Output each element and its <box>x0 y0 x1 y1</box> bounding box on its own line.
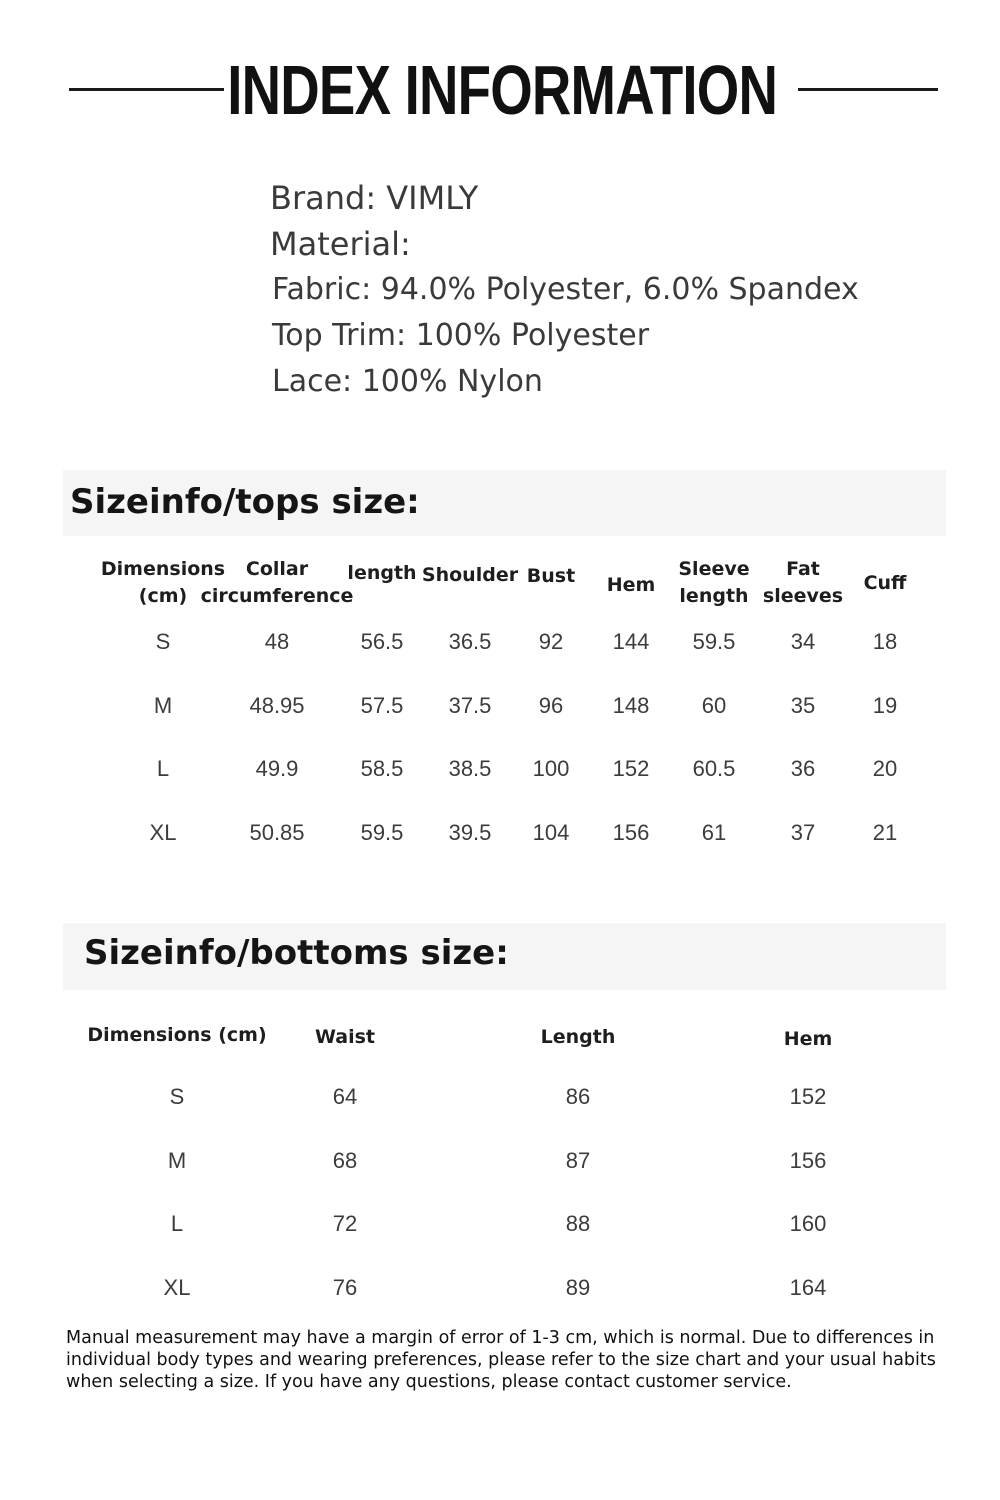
table-cell: 89 <box>565 1275 591 1301</box>
material-line: Material: <box>270 225 411 263</box>
table-cell: 100 <box>532 756 570 782</box>
lace-line: Lace: 100% Nylon <box>272 364 543 399</box>
table-cell: 48.95 <box>249 692 305 718</box>
table-cell: 36.5 <box>448 629 492 654</box>
size-label-cell: XL <box>163 1275 191 1301</box>
table-cell: 87 <box>565 1147 591 1173</box>
table-cell: 19 <box>872 692 898 718</box>
table-cell: 92 <box>538 629 564 654</box>
column-header: Hem <box>783 1028 833 1050</box>
table-cell: 50.85 <box>249 820 305 846</box>
table-cell: 20 <box>872 756 898 782</box>
table-cell: 37.5 <box>448 692 492 718</box>
column-header: Waist <box>314 1026 376 1048</box>
table-cell: 35 <box>790 692 816 718</box>
column-header: Dimensions (cm) <box>87 1024 267 1046</box>
size-label-cell: M <box>167 1147 187 1173</box>
table-cell: 64 <box>332 1084 358 1109</box>
table-cell: 58.5 <box>360 756 404 782</box>
size-label-cell: S <box>169 1084 185 1109</box>
size-label-cell: XL <box>149 820 177 846</box>
column-header: Sleeve length <box>678 558 750 607</box>
column-header: length <box>347 562 417 584</box>
measurement-note: Manual measurement may have a margin of error of 1-3 cm, which is normal. Due to differences in individual body types and wearing preferences, please refer to the size chart and your usual habits when selecting a size. If you have any questions, please contact customer service. <box>66 1328 936 1392</box>
size-label-cell: S <box>155 629 171 654</box>
table-cell: 59.5 <box>360 820 404 846</box>
page-title: INDEX INFORMATION <box>227 51 778 129</box>
bottoms-size-heading-text: Sizeinfo/bottoms size: <box>84 933 509 973</box>
size-label-cell: L <box>170 1211 184 1237</box>
table-cell: 18 <box>872 629 898 654</box>
table-cell: 96 <box>538 692 564 718</box>
tops-size-heading-text: Sizeinfo/tops size: <box>70 482 420 522</box>
table-cell: 164 <box>789 1275 827 1301</box>
column-header: Bust <box>526 565 576 587</box>
table-cell: 148 <box>612 692 650 718</box>
size-label-cell: M <box>153 692 173 718</box>
table-cell: 34 <box>790 629 816 654</box>
bottoms-size-heading <box>63 923 946 990</box>
column-header: Collar circumference <box>200 558 354 607</box>
table-cell: 57.5 <box>360 692 404 718</box>
table-cell: 39.5 <box>448 820 492 846</box>
column-header: Fat sleeves <box>762 558 844 607</box>
brand-line: Brand: VIMLY <box>270 179 479 217</box>
top-trim-line: Top Trim: 100% Polyester <box>272 318 650 353</box>
column-header: Hem <box>606 574 656 596</box>
table-cell: 72 <box>332 1211 358 1237</box>
column-header: Dimensions (cm) <box>100 558 226 607</box>
table-cell: 60.5 <box>692 756 736 782</box>
table-cell: 21 <box>872 820 898 846</box>
table-cell: 60 <box>701 692 727 718</box>
table-cell: 156 <box>612 820 650 846</box>
table-cell: 86 <box>565 1084 591 1109</box>
column-header: Length <box>540 1026 616 1048</box>
tops-size-heading <box>63 470 946 536</box>
table-cell: 152 <box>789 1084 827 1109</box>
size-label-cell: L <box>156 756 170 782</box>
table-cell: 37 <box>790 820 816 846</box>
column-header: Cuff <box>863 572 907 594</box>
table-cell: 61 <box>701 820 727 846</box>
table-cell: 160 <box>789 1211 827 1237</box>
table-cell: 56.5 <box>360 629 404 654</box>
table-cell: 88 <box>565 1211 591 1237</box>
page-header <box>0 52 1000 132</box>
table-cell: 156 <box>789 1147 827 1173</box>
table-cell: 76 <box>332 1275 358 1301</box>
table-cell: 152 <box>612 756 650 782</box>
fabric-line: Fabric: 94.0% Polyester, 6.0% Spandex <box>272 272 859 307</box>
table-cell: 144 <box>612 629 650 654</box>
column-header: Shoulder <box>421 564 519 586</box>
table-cell: 38.5 <box>448 756 492 782</box>
table-cell: 104 <box>532 820 570 846</box>
table-cell: 36 <box>790 756 816 782</box>
table-cell: 59.5 <box>692 629 736 654</box>
table-cell: 68 <box>332 1147 358 1173</box>
product-info <box>270 175 859 405</box>
table-cell: 48 <box>264 629 290 654</box>
table-cell: 49.9 <box>255 756 299 782</box>
title-divider-right <box>798 88 938 91</box>
